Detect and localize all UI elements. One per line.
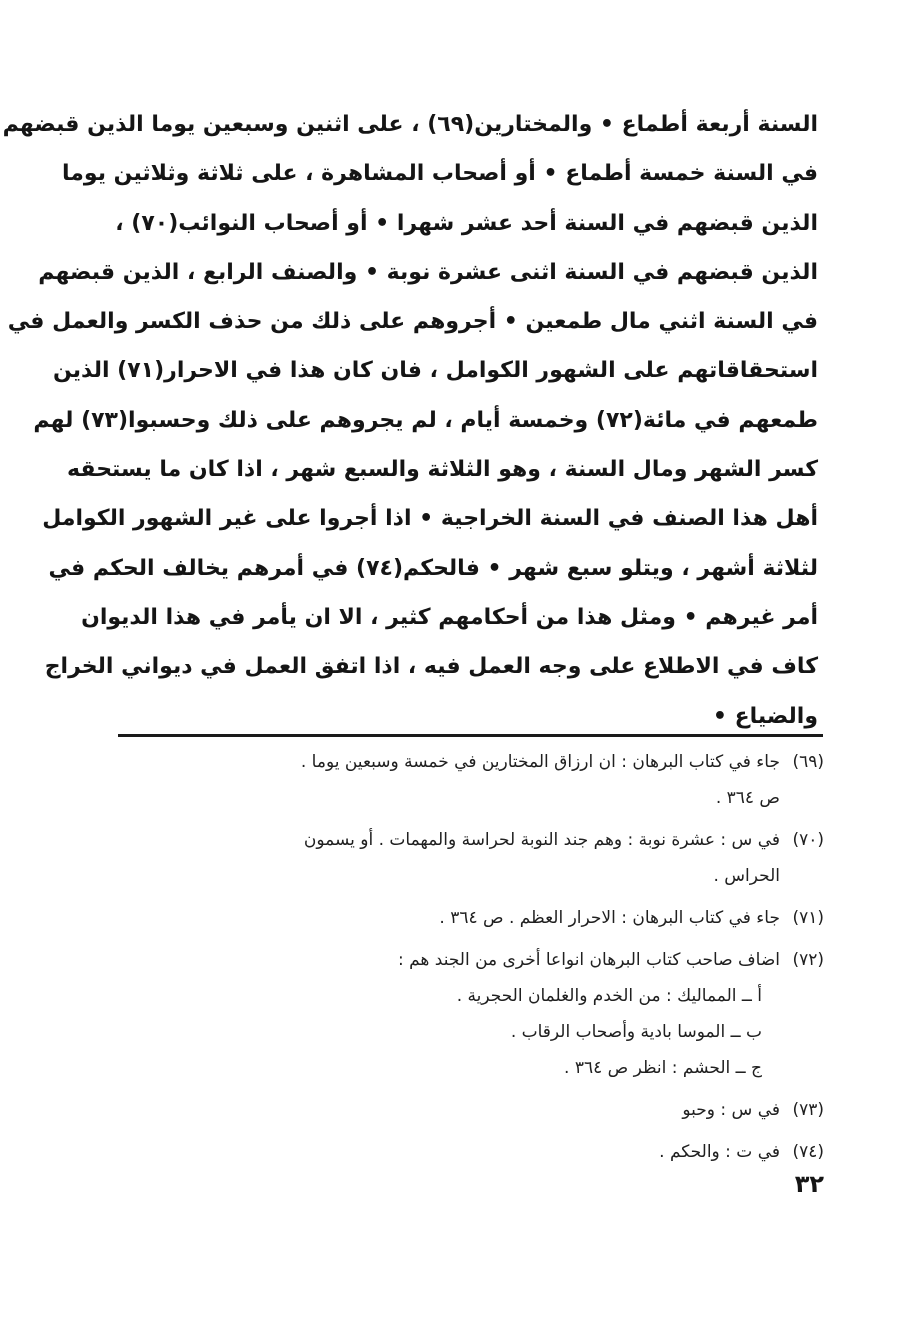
footnote-line: في س : عشرة نوبة : وهم جند النوبة لحراسة والمهمات . أو يسمون xyxy=(303,830,780,850)
footnote-text xyxy=(118,744,780,816)
text-line: الذين قبضهم في السنة اثنى عشرة نوبة • والصنف الرابع ، الذين قبضهم xyxy=(38,259,818,285)
footnote-72 xyxy=(118,942,824,1086)
text-line: كسر الشهر ومال السنة ، وهو الثلاثة والسبع شهر ، اذا كان ما يستحقه xyxy=(67,457,818,483)
footnote-text xyxy=(118,822,780,894)
text-line: الذين قبضهم في السنة أحد عشر شهرا • أو أصحاب النوائب(٧٠) ، xyxy=(115,210,818,236)
footnote-69 xyxy=(118,744,824,816)
footnote-line: جاء في كتاب البرهان : الاحرار العظم . ص ٣٦٤ . xyxy=(439,908,780,928)
footnote-line: في ت : والحكم . xyxy=(659,1142,780,1162)
footnote-number: (٧٣) xyxy=(792,1100,824,1120)
page-number: ٣٢ xyxy=(794,1170,824,1198)
text-line: كاف في الاطلاع على وجه العمل فيه ، اذا اتفق العمل في ديواني الخراج xyxy=(44,654,818,680)
text-line: والضياع • xyxy=(712,703,818,729)
footnote-74 xyxy=(118,1134,824,1170)
footnote-number: (٦٩) xyxy=(792,752,824,772)
footnote-sub-item: أ ــ المماليك : من الخدم والغلمان الحجرية . xyxy=(456,986,762,1006)
footnote-71 xyxy=(118,900,824,936)
footnote-73 xyxy=(118,1092,824,1128)
footnote-70 xyxy=(118,822,824,894)
footnote-line: ص ٣٦٤ . xyxy=(715,788,780,808)
text-line: استحقاقاتهم على الشهور الكوامل ، فان كان هذا في الاحرار(٧١) الذين xyxy=(52,358,818,384)
footnote-number: (٧٤) xyxy=(792,1142,824,1162)
footnotes xyxy=(118,744,824,1176)
footnote-text xyxy=(118,1092,780,1128)
footnote-separator-rule xyxy=(118,734,823,737)
text-line: طمعهم في مائة(٧٢) وخمسة أيام ، لم يجروهم على ذلك وحسبوا(٧٣) لهم xyxy=(33,407,818,433)
footnote-number: (٧١) xyxy=(792,908,824,928)
text-line: أهل هذا الصنف في السنة الخراجية • اذا أجروا على غير الشهور الكوامل xyxy=(42,506,818,532)
footnote-line: اضاف صاحب كتاب البرهان انواعا أخرى من الجند هم : xyxy=(397,950,780,970)
footnote-text xyxy=(118,942,780,1086)
footnote-line: في س : وحبو xyxy=(682,1100,780,1120)
footnote-number: (٧٢) xyxy=(792,950,824,970)
text-line: لثلاثة أشهر ، ويتلو سبع شهر • فالحكم(٧٤) في أمرهم يخالف الحكم في xyxy=(48,555,818,581)
text-line: أمر غيرهم • ومثل هذا من أحكامهم كثير ، الا ان يأمر في هذا الديوان xyxy=(81,604,818,630)
footnote-sub-item: ج ــ الحشم : انظر ص ٣٦٤ . xyxy=(564,1058,762,1078)
footnote-line: الحراس . xyxy=(713,866,780,886)
text-line: في السنة خمسة أطماع • أو أصحاب المشاهرة ، على ثلاثة وثلاثين يوما xyxy=(62,161,818,187)
footnote-number: (٧٠) xyxy=(792,830,824,850)
footnote-sub-item: ب ــ الموسا بادية وأصحاب الرقاب . xyxy=(510,1022,762,1042)
footnote-text xyxy=(118,1134,780,1170)
text-line: السنة أربعة أطماع • والمختارين(٦٩) ، على اثنين وسبعين يوما الذين قبضهم xyxy=(2,112,818,137)
main-text xyxy=(2,100,818,741)
footnote-line: جاء في كتاب البرهان : ان ارزاق المختارين في خمسة وسبعين يوما . xyxy=(300,752,780,772)
text-line: في السنة اثني مال طمعين • أجروهم على ذلك من حذف الكسر والعمل في xyxy=(7,309,818,335)
footnote-text xyxy=(118,900,780,936)
